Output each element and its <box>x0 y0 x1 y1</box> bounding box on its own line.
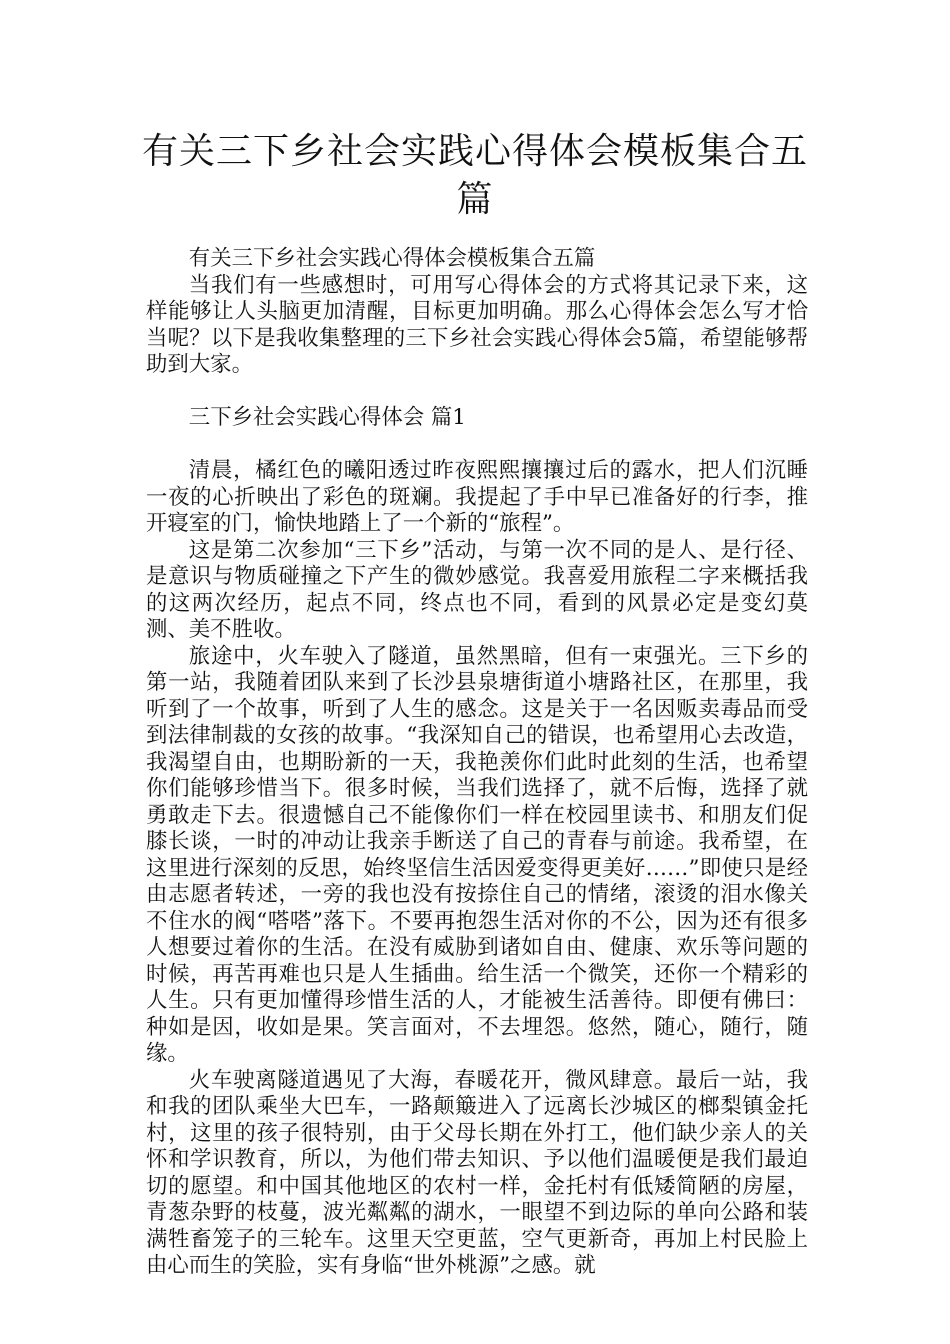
paragraph-spacer <box>146 432 808 459</box>
paragraph-spacer <box>146 379 808 406</box>
body-paragraph: 旅途中，火车驶入了隧道，虽然黑暗，但有一束强光。三下乡的第一站，我随着团队来到了长沙县泉塘街道小塘路社区，在那里，我听到了一个故事，听到了人生的感念。这是关于一名因贩卖毒品而受到法律制裁的女孩的故事。“我深知自己的错误，也希望用心去改造，我渴望自由，也期盼新的一天，我艳羡你们此时此刻的生活，也希望你们能够珍惜当下。很多时候，当我们选择了，就不后悔，选择了就勇敢走下去。很遗憾自己不能像你们一样在校园里读书、和朋友们促膝长谈，一时的冲动让我亲手断送了自己的青春与前途。我希望，在这里进行深刻的反思，始终坚信生活因爱变得更美好……”即使只是经由志愿者转述，一旁的我也没有按捺住自己的情绪，滚烫的泪水像关不住水的阀“嗒嗒”落下。不要再抱怨生活对你的不公，因为还有很多人想要过着你的生活。在没有威胁到诸如自由、健康、欢乐等问题的时候，再苦再难也只是人生插曲。给生活一个微笑，还你一个精彩的人生。只有更加懂得珍惜生活的人，才能被生活善待。即便有佛曰：种如是因，收如是果。笑言面对，不去埋怨。悠然，随心，随行，随缘。 <box>146 643 808 1066</box>
document-title: 有关三下乡社会实践心得体会模板集合五篇 <box>141 131 808 220</box>
document-subtitle: 有关三下乡社会实践心得体会模板集合五篇 <box>188 246 596 271</box>
body-paragraph: 清晨，橘红色的曦阳透过昨夜熙熙攘攘过后的露水，把人们沉睡一夜的心折映出了彩色的斑斓。我提起了手中早已准备好的行李，推开寝室的门，愉快地踏上了一个新的“旅程”。 <box>146 458 808 536</box>
section-heading: 三下乡社会实践心得体会 篇1 <box>188 405 466 430</box>
intro-paragraph: 当我们有一些感想时，可用写心得体会的方式将其记录下来，这样能够让人头脑更加清醒，目标更加明确。那么心得体会怎么写才恰当呢？以下是我收集整理的三下乡社会实践心得体会5篇，希望能够帮助到大家。 <box>146 272 808 377</box>
document-body <box>146 246 808 1280</box>
body-paragraph: 这是第二次参加“三下乡”活动，与第一次不同的是人、是行径、是意识与物质碰撞之下产生的微妙感觉。我喜爱用旅程二字来概括我的这两次经历，起点不同，终点也不同，看到的风景必定是变幻莫测、美不胜收。 <box>146 537 808 642</box>
body-paragraph: 火车驶离隧道遇见了大海，春暖花开，微风肆意。最后一站，我和我的团队乘坐大巴车，一路颠簸进入了远离长沙城区的榔梨镇金托村，这里的孩子很特别，由于父母长期在外打工，他们缺少亲人的关怀和学识教育，所以，为他们带去知识、予以他们温暖便是我们最迫切的愿望。和中国其他地区的农村一样，金托村有低矮简陋的房屋，青葱杂野的枝蔓，波光粼粼的湖水，一眼望不到边际的单向公路和装满牲畜笼子的三轮车。这里天空更蓝，空气更新奇，再加上村民脸上由心而生的笑脸，实有身临“世外桃源”之感。就 <box>146 1067 808 1278</box>
